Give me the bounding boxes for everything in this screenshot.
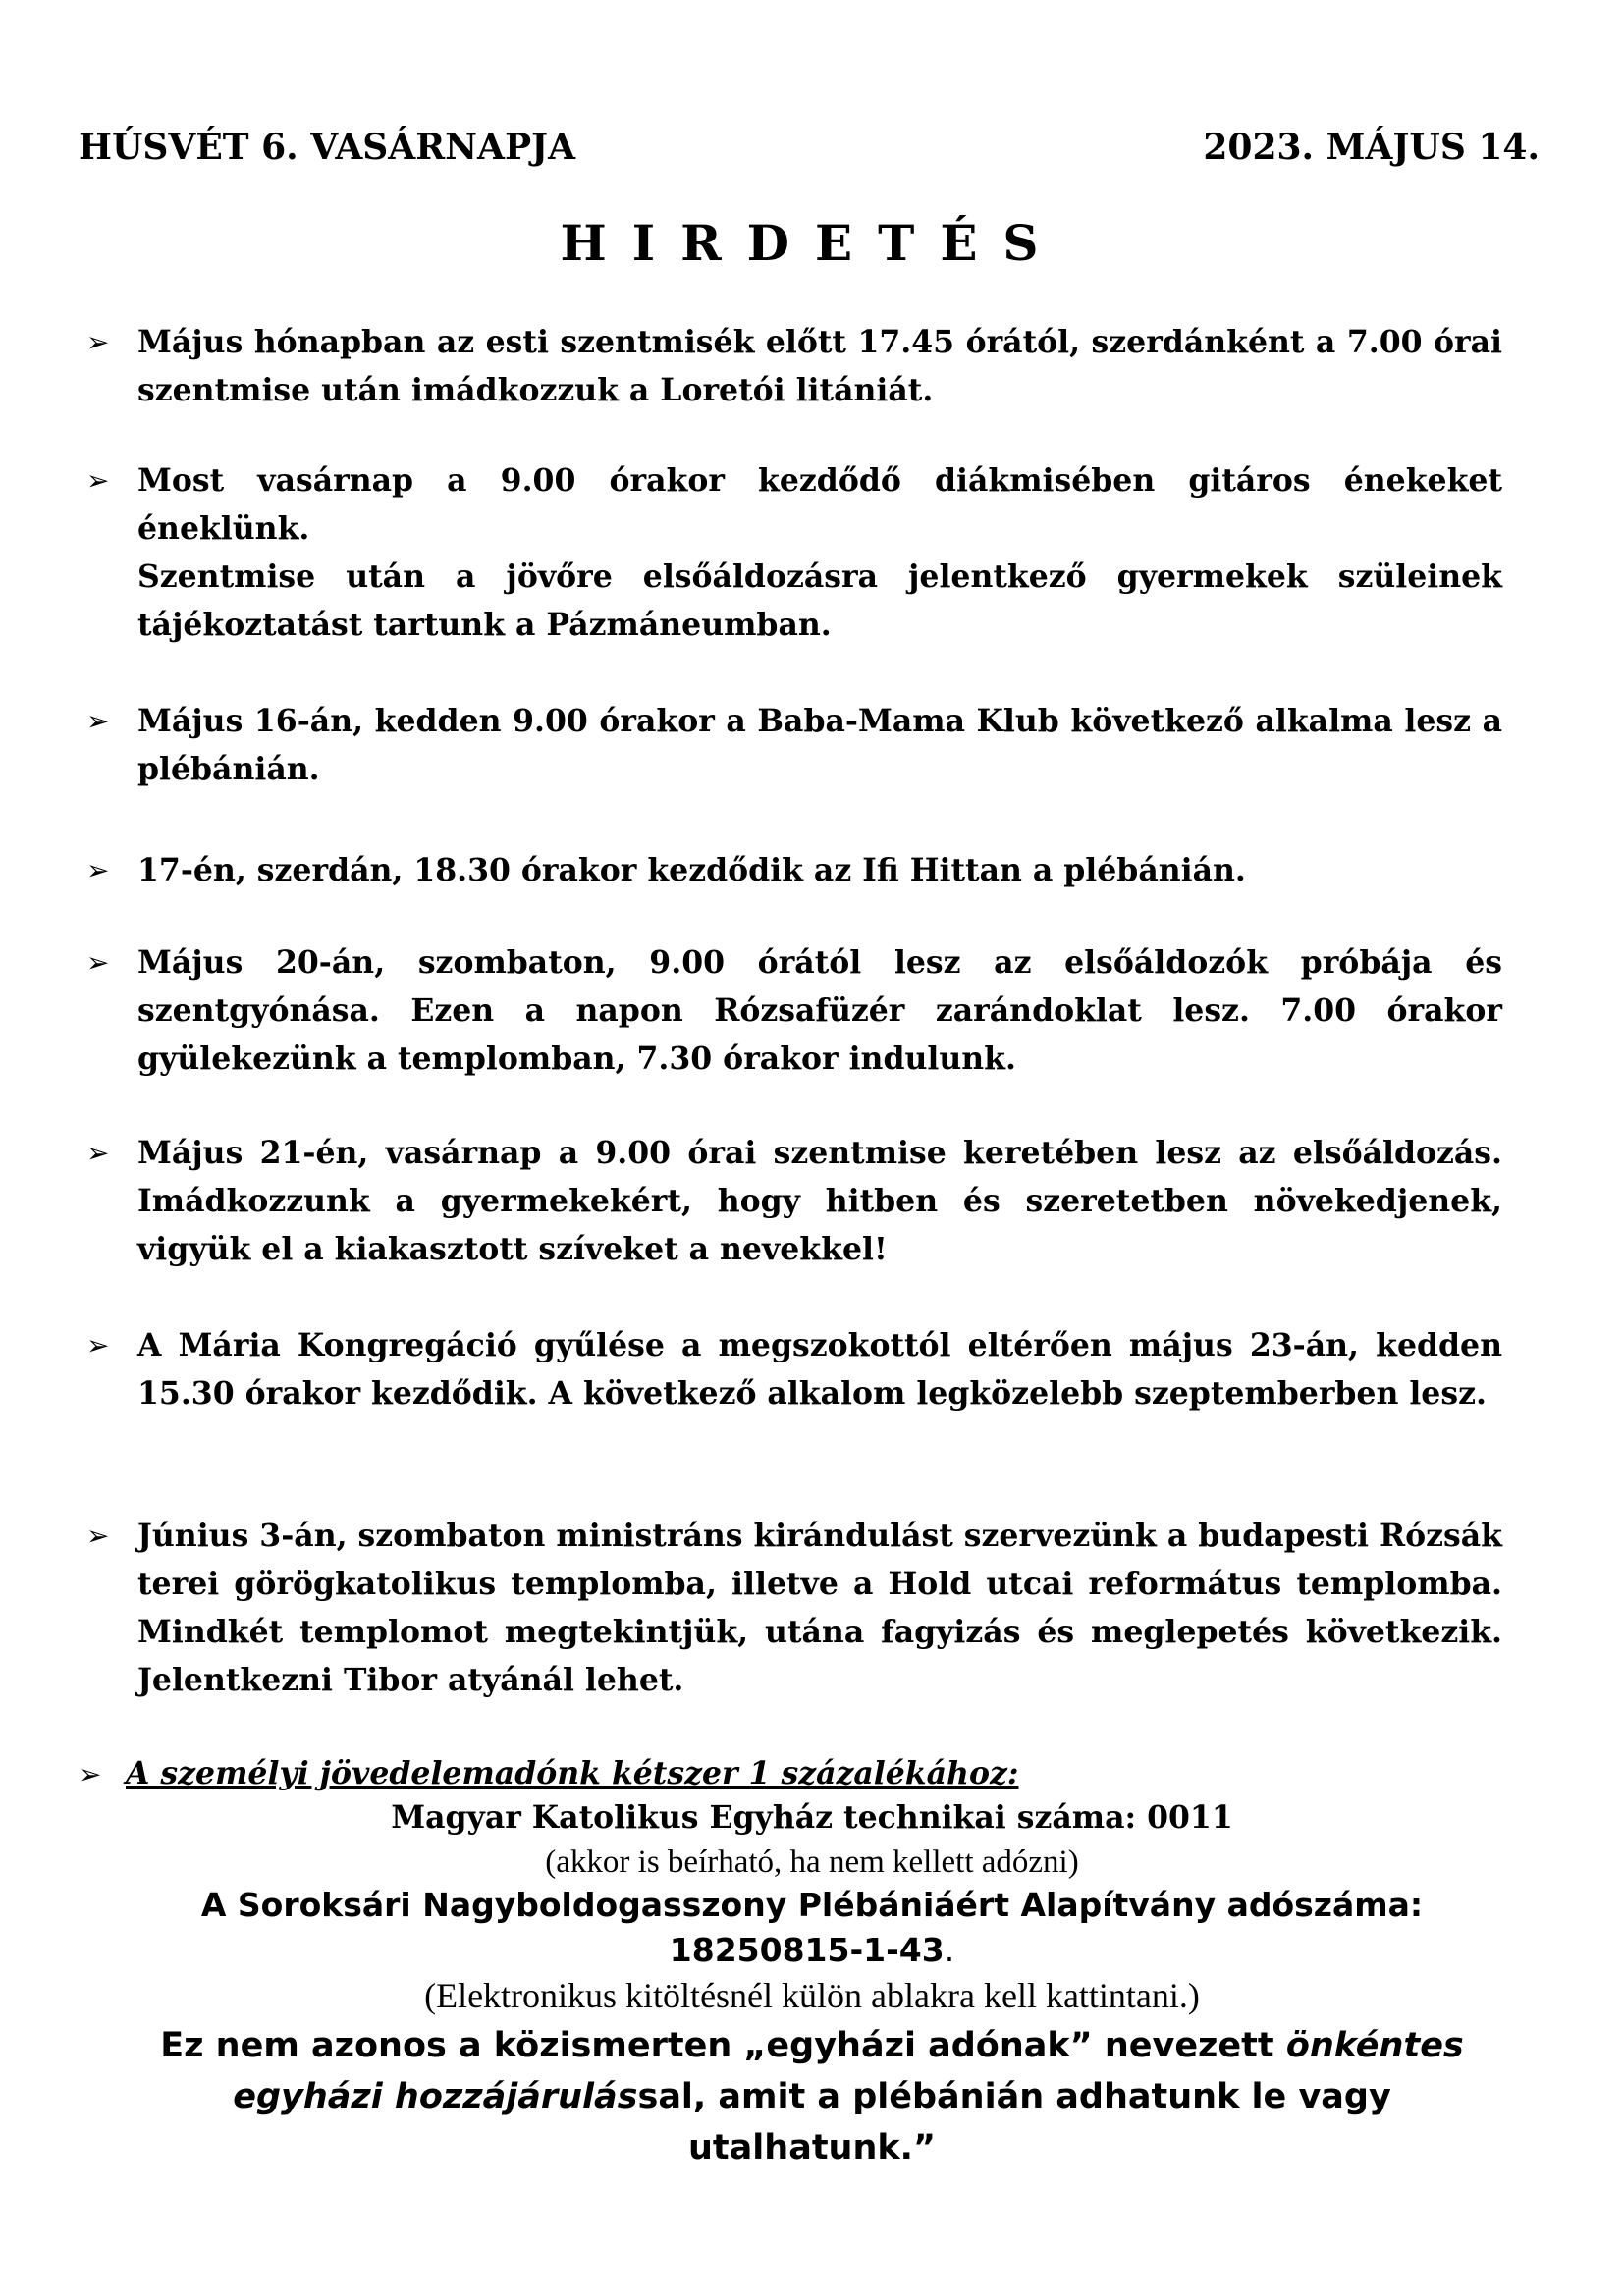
announcement-line: Május hónapban az esti szentmisék előtt 17.45 órától, szerdánként a 7.00 órai szentmise után imádkozzuk a Loretói litániát. (137, 324, 1502, 408)
tax-heading-text: A személyi jövedelemadónk kétszer 1 százalékához: (126, 1755, 1019, 1791)
announcement-text (137, 846, 1502, 894)
date: 2023. MÁJUS 14. (1203, 127, 1540, 168)
closing-italic-text: önkéntes (1285, 2026, 1464, 2065)
electronic-filing-note: (Elektronikus kitöltésnél külön ablakra kell kattintani.) (424, 1976, 1200, 2015)
closing-text: Ez nem azonos a közismerten „egyházi adónak” nevezett (160, 2026, 1286, 2065)
announcement-line: 17-én, szerdán, 18.30 órakor kezdődik az Ifi Hittan a plébánián. (137, 852, 1246, 888)
liturgical-day: HÚSVÉT 6. VASÁRNAPJA (79, 127, 576, 168)
announcement-text (137, 1321, 1502, 1417)
closing-text: sal, amit a plébánián adhatunk le vagy (637, 2077, 1391, 2116)
church-number-note: (akkor is beírható, ha nem kellett adózni) (545, 1844, 1079, 1880)
closing-line-1 (0, 2020, 1624, 2071)
page-title: HIRDETÉS (560, 214, 1064, 272)
arrow-bullet-icon: ➢ (86, 464, 110, 497)
closing-line-2 (0, 2071, 1624, 2122)
announcement-text (137, 938, 1502, 1083)
announcement-line: Május 20-án, szombaton, 9.00 órától lesz az elsőáldozók próbája és szentgyónása. Ezen a napon Rózsafüzér zarándoklat lesz. 7.00 órakor gyülekezünk a templomban, 7.30 órakor indulunk. (137, 944, 1502, 1077)
foundation-number-suffix: . (944, 1931, 955, 1969)
announcement-line: Május 16-án, kedden 9.00 órakor a Baba-Mama Klub következő alkalma lesz a plébánián. (137, 703, 1502, 787)
closing-line-3: utalhatunk.” (688, 2128, 936, 2167)
announcement-text (137, 456, 1502, 649)
announcement-line: Június 3-án, szombaton ministráns kirándulást szervezünk a budapesti Rózsák terei görögkatolikus templomba, illetve a Hold utcai református templomba. Mindkét templomot megtekintjük, utána fagyizás és meglepetés következik. Jelentkezni Tibor atyánál lehet. (137, 1518, 1502, 1698)
arrow-bullet-icon: ➢ (86, 1329, 110, 1362)
announcement-line: Szentmise után a jövőre elsőáldozásra jelentkező gyermekek szüleinek tájékoztatást tartunk a Pázmáneumban. (137, 559, 1502, 643)
church-technical-number: Magyar Katolikus Egyház technikai száma: 0011 (391, 1799, 1233, 1836)
arrow-bullet-icon: ➢ (86, 1520, 110, 1552)
announcement-text (137, 318, 1502, 414)
foundation-number: 18250815-1-43 (669, 1931, 945, 1969)
arrow-bullet-icon: ➢ (79, 1758, 102, 1790)
tax-heading (79, 1749, 1018, 1798)
arrow-bullet-icon: ➢ (86, 705, 110, 737)
announcement-text (137, 1512, 1502, 1704)
arrow-bullet-icon: ➢ (86, 946, 110, 979)
arrow-bullet-icon: ➢ (86, 854, 110, 886)
foundation-tax-number (0, 1928, 1624, 1973)
announcement-line: Május 21-én, vasárnap a 9.00 órai szentmise keretében lesz az elsőáldozás. Imádkozzunk a gyermekekért, hogy hitben és szeretetben növekedjenek, vigyük el a kiakasztott szíveket a nevekkel! (137, 1135, 1502, 1267)
arrow-bullet-icon: ➢ (86, 326, 110, 358)
closing-italic-text: egyházi hozzájárulás (233, 2077, 638, 2116)
announcement-text (137, 1129, 1502, 1273)
announcement-line: A Mária Kongregáció gyűlése a megszokottól eltérően május 23-án, kedden 15.30 órakor kezdődik. A következő alkalom legközelebb szeptemberben lesz. (137, 1327, 1502, 1412)
announcement-text (137, 697, 1502, 793)
announcement-line: Most vasárnap a 9.00 órakor kezdődő diákmisében gitáros énekeket éneklünk. (137, 462, 1502, 547)
foundation-line: A Soroksári Nagyboldogasszony Plébániáért Alapítvány adószáma: (200, 1886, 1424, 1924)
arrow-bullet-icon: ➢ (86, 1137, 110, 1169)
